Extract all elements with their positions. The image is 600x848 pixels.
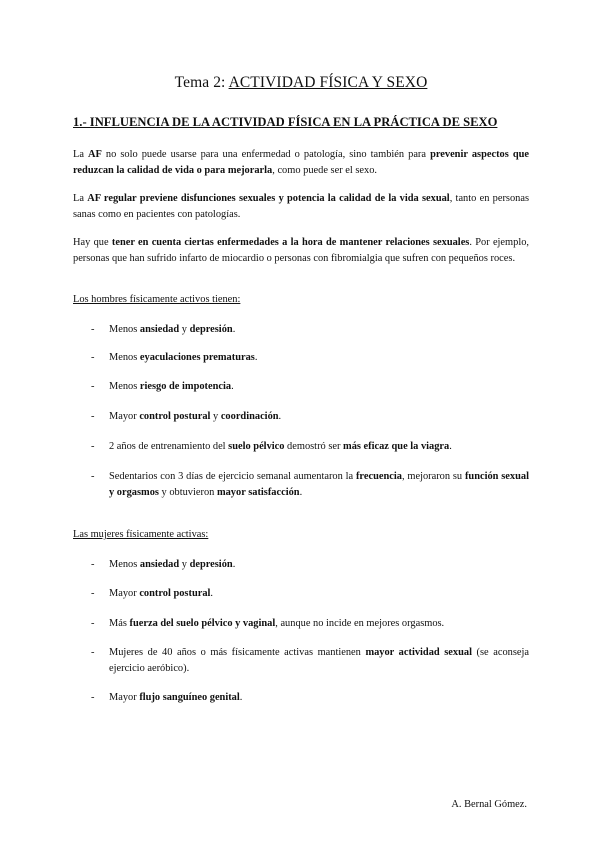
text-run: . [239, 692, 243, 703]
bullet-dash: - [91, 411, 95, 422]
text-run: La [73, 149, 89, 160]
men-heading: Los hombres físicamente activos tienen: [73, 294, 241, 305]
text-run: , tanto en personas sanas como en pacientes con patologías. [73, 193, 529, 220]
author-signature: A. Bernal Gómez. [451, 799, 527, 810]
text-run: . [278, 411, 282, 422]
women-item-text [109, 616, 529, 632]
text-run: , mejoraron su [401, 471, 465, 482]
text-run: . [210, 588, 214, 599]
text-run: Mayor [109, 411, 140, 422]
paragraph-3 [73, 235, 529, 266]
text-run: , aunque no incide en mejores orgasmos. [275, 618, 445, 629]
bold-text-run: prevenir aspectos que reduzcan la calidad de vida o para mejorarla [73, 149, 529, 176]
bullet-dash: - [91, 588, 95, 599]
women-item-text [109, 557, 529, 573]
men-item-text [109, 379, 529, 395]
bold-text-run: control postural [139, 411, 211, 422]
section-heading: 1.- INFLUENCIA DE LA ACTIVIDAD FÍSICA EN LA PRÁCTICA DE SEXO [73, 115, 498, 129]
bold-text-run: depresión [189, 324, 233, 335]
paragraph-2 [73, 191, 529, 222]
text-run: . [254, 352, 258, 363]
bold-text-run: control postural [139, 588, 211, 599]
text-run: Menos [109, 324, 140, 335]
text-run: y [179, 559, 190, 570]
bullet-dash: - [91, 647, 95, 658]
title-prefix: Tema 2: [174, 74, 229, 91]
text-run: Mayor [109, 588, 140, 599]
bold-text-run: frecuencia [355, 471, 402, 482]
bold-text-run: función sexual y orgasmos [109, 471, 529, 498]
men-item-text [109, 439, 529, 455]
bold-text-run: coordinación [220, 411, 279, 422]
text-run: . [232, 324, 236, 335]
text-run: Más [109, 618, 130, 629]
bold-text-run: AF [88, 149, 102, 160]
bold-text-run: tener en cuenta ciertas enfermedades a la hora de mantener relaciones sexuales [111, 237, 470, 248]
bold-text-run: eyaculaciones prematuras [139, 352, 255, 363]
bold-text-run: AF regular previene disfunciones sexuales y potencia la calidad de la vida sexual [87, 193, 450, 204]
text-run: y [179, 324, 190, 335]
text-run: 2 años de entrenamiento del [109, 441, 229, 452]
bold-text-run: ansiedad [139, 324, 180, 335]
text-run: . [299, 486, 303, 498]
bold-text-run: depresión [189, 559, 233, 570]
document-page [73, 0, 529, 848]
text-run: no solo puede usarse para una enfermedad o patología, sino también para [101, 149, 431, 160]
women-item-text [109, 586, 529, 602]
women-item-text [109, 690, 529, 706]
text-run: Mujeres de 40 años o más físicamente activas mantienen [109, 647, 366, 658]
bullet-dash: - [91, 352, 95, 363]
bullet-dash: - [91, 471, 95, 482]
women-heading: Las mujeres físicamente activas: [73, 529, 209, 540]
text-run: Menos [109, 381, 140, 392]
text-run: . [449, 441, 452, 452]
bold-text-run: fuerza del suelo pélvico y vaginal [129, 618, 276, 629]
title-main: ACTIVIDAD FÍSICA Y SEXO [228, 74, 428, 91]
men-item-text [109, 350, 529, 366]
men-item-text [109, 409, 529, 425]
bold-text-run: mayor actividad sexual [365, 647, 472, 658]
bold-text-run: suelo pélvico [228, 441, 285, 452]
text-run: . [232, 559, 236, 570]
bullet-dash: - [91, 381, 95, 392]
text-run: y obtuvieron [158, 486, 217, 498]
men-item-text [109, 469, 529, 500]
text-run: . Por ejemplo, personas que han sufrido infarto de miocardio o personas con fibromialgia que sufren con pequeños roces. [73, 237, 530, 264]
men-item-text [109, 322, 529, 338]
bullet-dash: - [91, 441, 95, 452]
bold-text-run: flujo sanguíneo genital [139, 692, 240, 703]
bullet-dash: - [91, 692, 95, 703]
text-run: Sedentarios con 3 días de ejercicio semanal aumentaron la [109, 471, 356, 482]
text-run: Mayor [109, 692, 140, 703]
text-run: demostró ser [284, 441, 344, 452]
bold-text-run: mayor satisfacción [216, 486, 300, 498]
text-run: Hay que [73, 237, 112, 248]
bullet-dash: - [91, 559, 95, 570]
bold-text-run: ansiedad [139, 559, 180, 570]
bold-text-run: más eficaz que la viagra [343, 441, 450, 452]
bold-text-run: riesgo de impotencia [139, 381, 232, 392]
women-item-text [109, 645, 529, 676]
bullet-dash: - [91, 618, 95, 629]
text-run: Menos [109, 352, 140, 363]
page-title [73, 74, 529, 92]
text-run: . [231, 381, 234, 392]
paragraph-1 [73, 147, 529, 178]
bullet-dash: - [91, 324, 95, 335]
text-run: (se aconseja ejercicio aeróbico). [109, 647, 530, 674]
text-run: Menos [109, 559, 140, 570]
text-run: y [210, 411, 221, 422]
text-run: La [73, 193, 88, 204]
text-run: , como puede ser el sexo. [272, 164, 377, 176]
